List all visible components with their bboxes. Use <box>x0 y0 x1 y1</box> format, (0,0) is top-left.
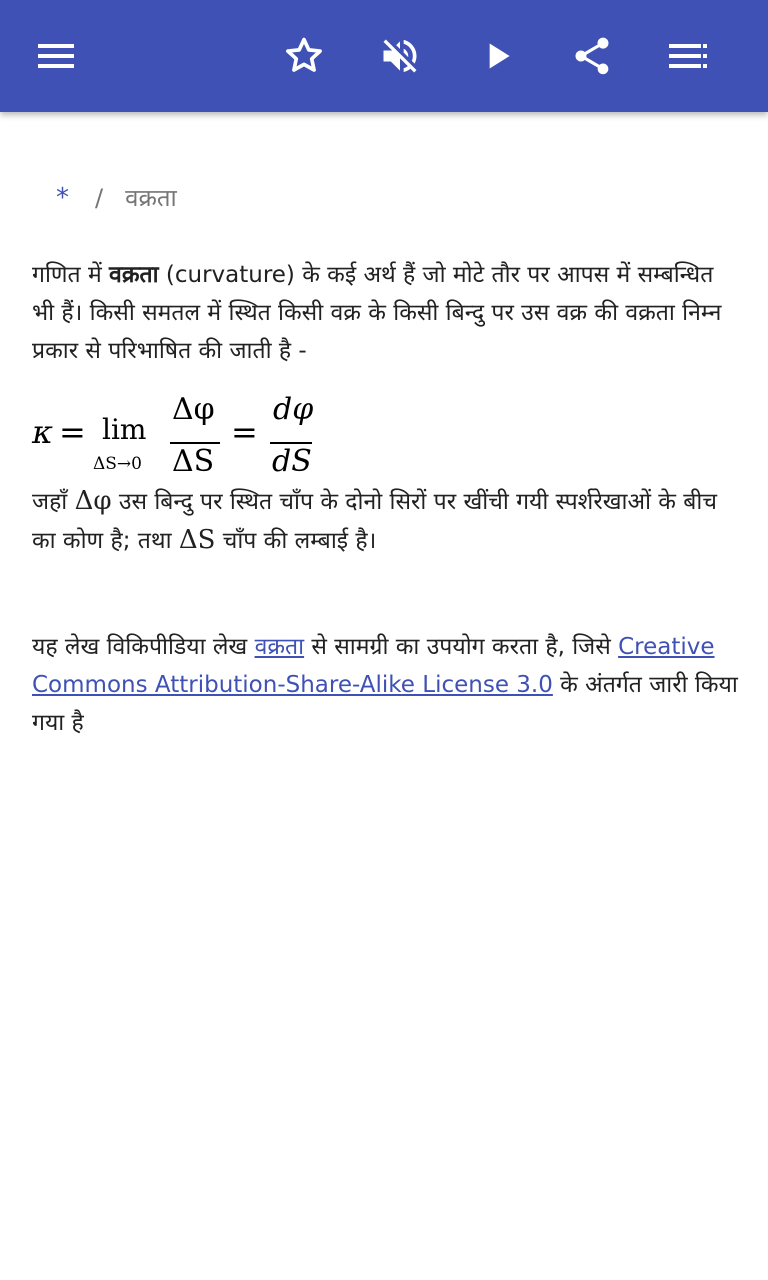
breadcrumb-home-link[interactable]: * <box>56 183 69 213</box>
volume-off-icon[interactable] <box>368 24 432 88</box>
explanation-text-end: चाँप की लम्बाई है। <box>215 528 377 554</box>
formula-equals: = <box>59 413 86 451</box>
star-outline-icon[interactable] <box>272 24 336 88</box>
playlist-icon[interactable] <box>656 24 720 88</box>
breadcrumb-separator: / <box>95 184 104 212</box>
play-icon[interactable] <box>466 24 530 88</box>
inline-math-delta-phi: Δφ <box>74 486 112 516</box>
menu-icon[interactable] <box>24 24 88 88</box>
inline-math-delta-s: ΔS <box>178 525 216 555</box>
formula-numerator-2: dφ <box>273 392 314 427</box>
attribution-text-start: यह लेख विकिपीडिया लेख <box>32 634 255 660</box>
explanation-paragraph <box>32 482 740 560</box>
attribution-text-end: के अंतर्गत जारी किया गया है <box>32 672 738 736</box>
term-bold: वक्रता <box>109 262 159 288</box>
breadcrumb-current: वक्रता <box>125 184 177 212</box>
license-link[interactable]: Creative Commons Attribution-Share-Alike License 3.0 <box>32 634 715 698</box>
formula-denominator-2: dS <box>272 444 312 479</box>
attribution-text-middle: से सामग्री का उपयोग करता है, जिसे <box>304 634 619 660</box>
attribution-paragraph <box>32 628 740 742</box>
article-content <box>0 112 768 1280</box>
intro-paragraph <box>32 256 740 370</box>
wikipedia-article-link[interactable]: वक्रता <box>254 634 305 660</box>
breadcrumb <box>56 178 177 218</box>
app-bar <box>0 0 768 112</box>
formula-kappa: κ <box>32 413 53 451</box>
explanation-text-start: जहाँ <box>32 489 75 515</box>
intro-text-rest: (curvature) के कई अर्थ हैं जो मोटे तौर पर आपस में सम्बन्धित भी हैं। किसी समतल में स्थित किसी वक्र के किसी बिन्दु पर उस वक्र की वक्रता निम्न प्रकार से परिभाषित की जाती है - <box>32 262 722 364</box>
formula-numerator-1: Δφ <box>172 392 215 427</box>
formula-lim: lim <box>102 413 147 446</box>
formula-equals-2: = <box>231 413 258 451</box>
share-icon[interactable] <box>560 24 624 88</box>
formula-denominator-1: ΔS <box>172 444 215 479</box>
formula-lim-subscript: ΔS→0 <box>93 454 142 474</box>
intro-text-start: गणित में <box>32 262 110 288</box>
explanation-text-middle: उस बिन्दु पर स्थित चाँप के दोनो सिरों पर खींची गयी स्पर्शरेखाओं के बीच का कोण है; तथा <box>32 489 717 554</box>
